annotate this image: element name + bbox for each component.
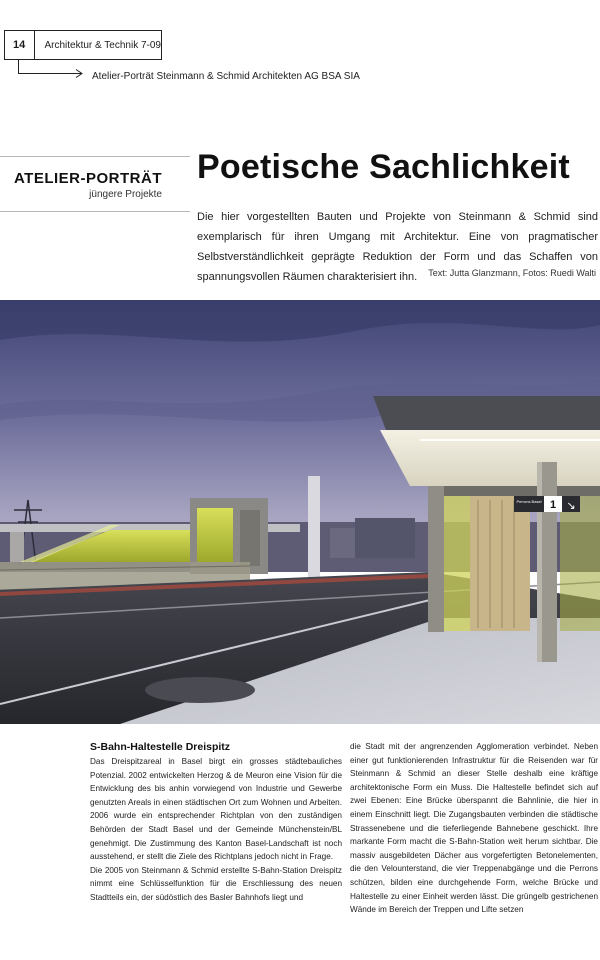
header-subtitle: Atelier-Porträt Steinmann & Schmid Architekten AG BSA SIA [92,71,360,82]
body-paragraph: die Stadt mit der angrenzenden Agglomeration verbindet. Neben einer gut funktionierenden Infrastruktur für die Reisenden war für Steinmann & Schmid an dieser Stelle deshalb eine kräftige architektonische Form ein Muss. Die Haltestelle befindet sich auf zwei Ebenen: Eine Brücke überspannt die Bahnlinie, die hier in einem Einschnitt liegt. Die Zugangsbauten verbinden die städtische Strassenebene und die tieferliegende Bahnebene geschickt. Ihre markante Form macht die S-Bahn-Station weit herum sichtbar. Die massiv ausgebildeten Dächer aus vorgefertigten Betonelementen, die den Velounterstand, die vier Treppenabgänge und die Perrons schützen, bilden eine durchgehende Form, welche Brücke und Haltestelle zu einer Einheit werden lässt. Die grüngelb gestrichenen Wände im Bereich der Treppen und Lifte setzen [350,742,598,915]
article-intro: Die hier vorgestellten Bauten und Projekte von Steinmann & Schmid sind exemplarisch für ihren Umgang mit Architektur. Eine von pragmatischer Selbstverständlichkeit geprägte Reduktion der Form und das Schaffen von spannungsvollen Räumen charakterisiert ihn. [197,211,598,283]
magazine-issue: Architektur & Technik 7-09 [44,39,161,51]
article-credit: Text: Jutta Glanzmann, Fotos: Ruedi Walti [428,268,596,278]
page-number: 14 [5,31,35,59]
arrow-right-icon [18,60,84,78]
body-paragraph: Die 2005 von Steinmann & Schmid erstellte S-Bahn-Station Dreispitz nimmt eine Schlüsselfunktion für die Erschliessung des neuen Stadtteils ein, der südöstlich des Basler Bahnhofs liegt und [90,865,342,902]
station-sign-label: Perrons Basel [516,499,542,504]
station-photo [0,300,600,724]
section-title: ATELIER-PORTRÄT [13,170,162,187]
sign-arrow-icon: ↘ [566,499,576,512]
header-box [4,30,162,60]
body-column-left [90,740,342,905]
svg-text:Perrons Basel [516,499,541,504]
body-paragraph: Das Dreispitzareal in Basel birgt ein grosses städtebauliches Potenzial. 2002 entwickelten Herzog & de Meuron eine Vision für die Entwicklung des bis anhin vorwiegend von Industrie und Gewerbe genutzten Areals in einen städtischen Ort zum Wohnen und Arbeiten. 2006 wurde ein entsprechender Richtplan von den zuständigen Behörden der Stadt Basel und der Gemeinde Münchenstein/BL genehmigt. Die Zustimmung des Kanton Basel-Landschaft ist noch ausstehend, er stellt die Ziele des Richtplans jedoch nicht in Frage. [90,757,342,862]
section-subtitle: jüngere Projekte [89,189,162,200]
station-sign-number: 1 [549,499,557,511]
section-rule-top [0,156,190,157]
section-rule-bottom [0,211,190,212]
body-column-right [350,740,598,917]
article-headline: Poetische Sachlichkeit [197,148,570,186]
section-heading: S-Bahn-Haltestelle Dreispitz [90,741,231,753]
